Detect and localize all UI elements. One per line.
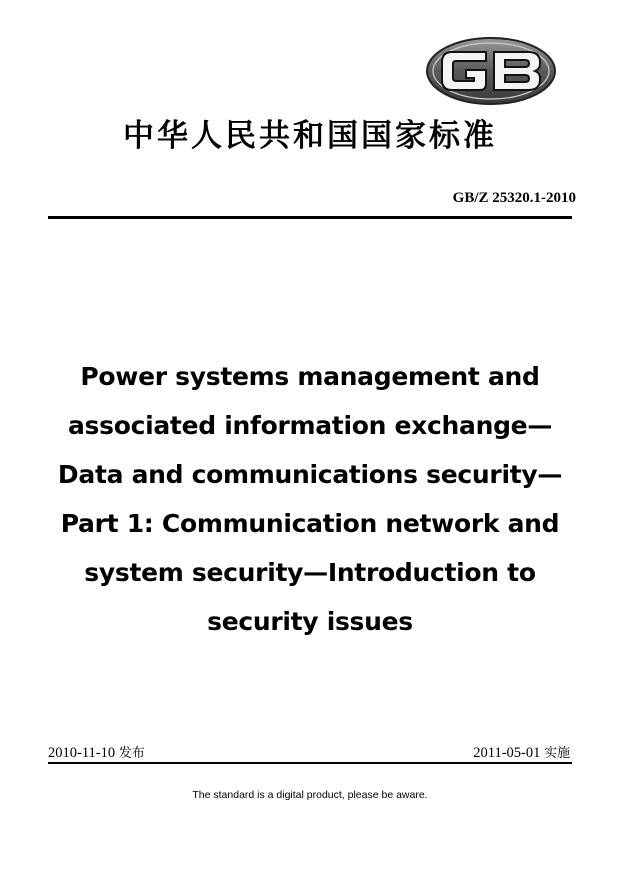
implementation-date-value: 2011-05-01 (473, 745, 541, 761)
issue-date (48, 742, 145, 762)
gb-logo (424, 36, 558, 106)
title-line-2: associated information exchange— (67, 411, 553, 440)
english-title (40, 352, 580, 646)
title-line-3: Data and communications security— (57, 460, 563, 489)
issue-date-label: 发布 (118, 746, 145, 761)
issue-date-value: 2010-11-10 (48, 745, 116, 761)
title-line-4: Part 1: Communication network and (60, 509, 560, 538)
implementation-date (473, 742, 570, 762)
digital-product-notice: The standard is a digital product, please be aware. (192, 789, 428, 801)
title-line-1: Power systems management and (80, 362, 540, 391)
implementation-date-label: 实施 (543, 746, 570, 761)
country-standard-title: 中华人民共和国国家标准 (123, 118, 497, 154)
title-line-5: system security—Introduction to (84, 558, 536, 587)
title-line-6: security issues (207, 607, 413, 636)
standard-number: GB/Z 25320.1-2010 (452, 190, 576, 206)
top-rule (48, 216, 572, 219)
bottom-rule (48, 762, 572, 764)
